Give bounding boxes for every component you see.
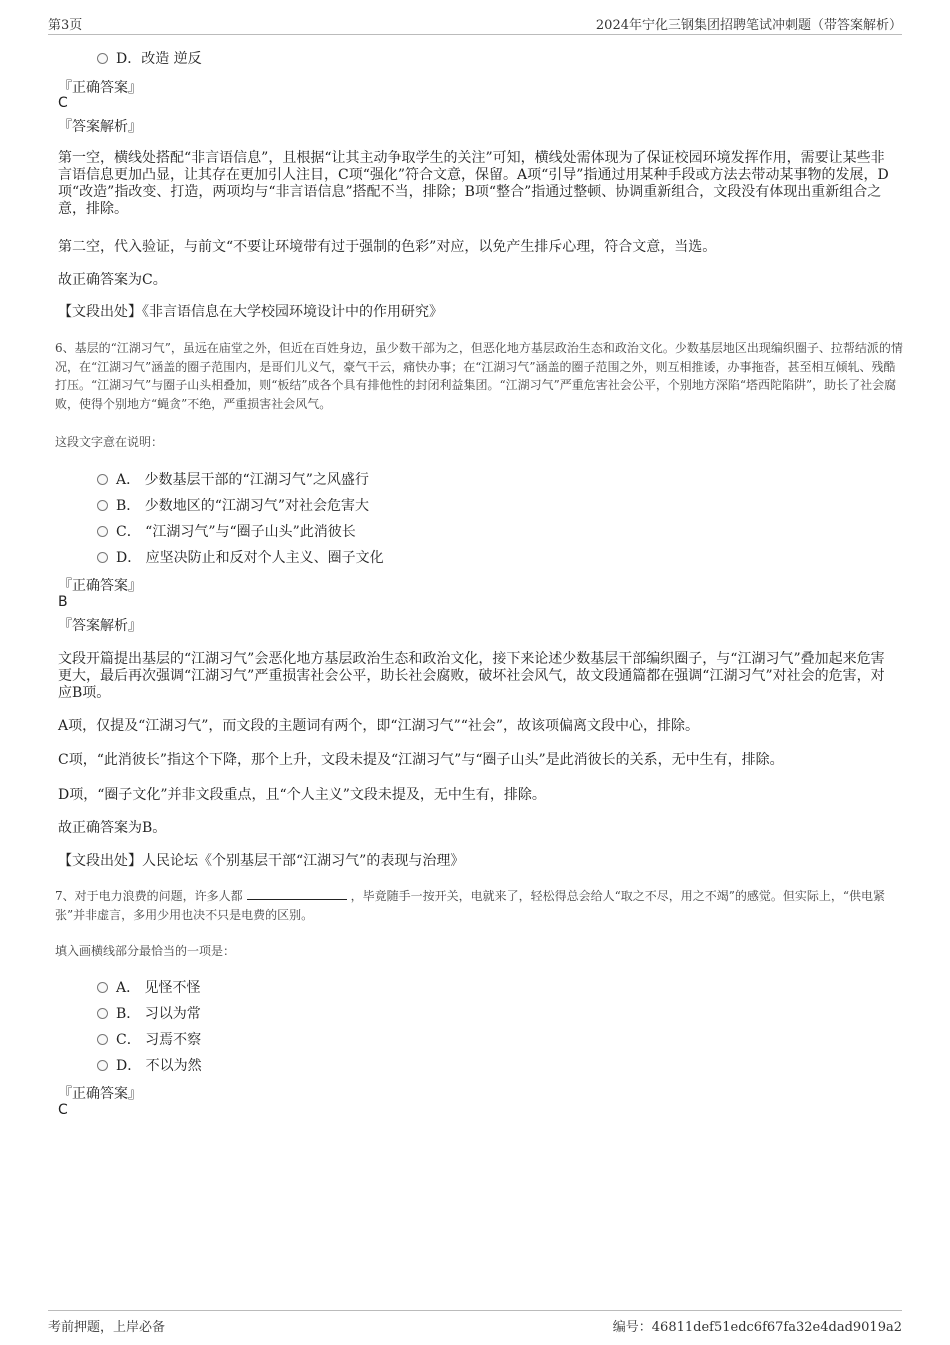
source-citation: 【文段出处】人民论坛《个别基层干部“江湖习气”的表现与治理》 — [58, 853, 465, 869]
q7-option-c[interactable]: C． 习焉不察 — [97, 1029, 201, 1049]
analysis-label: 『答案解析』 — [58, 119, 142, 135]
answer-label: 『正确答案』 — [58, 578, 142, 594]
page-header — [48, 14, 902, 35]
analysis-label: 『答案解析』 — [58, 618, 142, 634]
analysis-paragraph: 故正确答案为C。 — [58, 272, 167, 288]
q6-option-d[interactable]: D． 应坚决防止和反对个人主义、圈子文化 — [97, 547, 384, 567]
answer-value: B — [58, 594, 68, 610]
radio-icon[interactable] — [97, 500, 108, 511]
prev-option-d[interactable]: D．改造 逆反 — [97, 48, 202, 68]
answer-value: C — [58, 95, 68, 111]
q6-option-b[interactable]: B． 少数地区的“江湖习气”对社会危害大 — [97, 495, 369, 515]
analysis-paragraph: 第一空，横线处搭配“非言语信息”，且根据“让其主动争取学生的关注”可知，横线处需体现为了保证校园环境发挥作用，需要让某些非言语信息更加凸显，让其存在更加引人注目，C项“强化”符合文意，保留。A项“引导”指通过用某种手段或方法去带动某事物的发展，D项“改造”指改变、打造，两项均与“非言语信息”搭配不当，排除；B项“整合”指通过整顿、协调重新组合，文段没有体现出重新组合之意，排除。 — [58, 150, 889, 217]
question-7-prompt: 填入画横线部分最恰当的一项是： — [55, 944, 236, 958]
fill-blank — [247, 888, 347, 900]
radio-icon[interactable] — [97, 1008, 108, 1019]
footer-slogan: 考前押题，上岸必备 — [48, 1320, 166, 1335]
analysis-paragraph: 第二空，代入验证，与前文“不要让环境带有过于强制的色彩”对应，以免产生排斥心理，符合文意，当选。 — [58, 239, 717, 255]
q7-option-b[interactable]: B． 习以为常 — [97, 1003, 201, 1023]
question-6-prompt: 这段文字意在说明： — [55, 435, 164, 449]
analysis-paragraph: A项，仅提及“江湖习气”，而文段的主题词有两个，即“江湖习气”“社会”，故该项偏离文段中心，排除。 — [58, 718, 700, 734]
q6-option-a[interactable]: A． 少数基层干部的“江湖习气”之风盛行 — [97, 469, 369, 489]
analysis-paragraph: D项，“圈子文化”并非文段重点，且“个人主义”文段未提及，无中生有，排除。 — [58, 787, 546, 803]
radio-icon[interactable] — [97, 1060, 108, 1071]
radio-icon[interactable] — [97, 474, 108, 485]
answer-label: 『正确答案』 — [58, 1086, 142, 1102]
source-citation: 【文段出处】《非言语信息在大学校园环境设计中的作用研究》 — [58, 304, 443, 320]
analysis-paragraph: 故正确答案为B。 — [58, 820, 167, 836]
q7-option-a[interactable]: A． 见怪不怪 — [97, 977, 201, 997]
radio-icon[interactable] — [97, 526, 108, 537]
answer-label: 『正确答案』 — [58, 80, 142, 96]
analysis-paragraph: 文段开篇提出基层的“江湖习气”会恶化地方基层政治生态和政治文化，接下来论述少数基层干部编织圈子，与“江湖习气”叠加起来危害更大，最后再次强调“江湖习气”严重损害社会公平，助长社会腐败，破坏社会风气，故文段通篇都在强调“江湖习气”对社会的危害，对应B项。 — [58, 651, 885, 701]
answer-value: C — [58, 1102, 68, 1118]
radio-icon[interactable] — [97, 982, 108, 993]
q7-option-d[interactable]: D． 不以为然 — [97, 1055, 202, 1075]
question-6-text: 6、基层的“江湖习气”，虽远在庙堂之外，但近在百姓身边，虽少数干部为之，但恶化地方基层政治生态和政治文化。少数基层地区出现编织圈子、拉帮结派的情况，在“江湖习气”涵盖的圈子范围内，是哥们儿义气，豪气干云，痛快办事；在“江湖习气”涵盖的圈子范围之外，则互相推诿，办事拖沓，甚至相互倾轧、残酷打压。“江湖习气”与圈子山头相叠加，则“板结”成各个具有排他性的封闭利益集团。“江湖习气”严重危害社会公平，个别地方深陷“塔西陀陷阱”，助长了社会腐败，使得个别地方“蝇贪”不绝，严重损害社会风气。 — [55, 341, 903, 411]
document-id: 编号：46811def51edc6f67fa32e4dad9019a2 — [612, 1320, 902, 1335]
page-number: 第3页 — [48, 18, 83, 33]
page-footer — [48, 1310, 902, 1336]
question-7-text: 7、对于电力浪费的问题，许多人都 ，毕竟随手一按开关，电就来了，轻松得总会给人“取之不尽，用之不竭”的感觉。但实际上，“供电紧张”并非虚言，多用少用也决不只是电费的区别。 — [55, 889, 886, 922]
analysis-paragraph: C项，“此消彼长”指这个下降，那个上升，文段未提及“江湖习气”与“圈子山头”是此消彼长的关系，无中生有，排除。 — [58, 752, 784, 768]
radio-icon[interactable] — [97, 1034, 108, 1045]
document-title: 2024年宁化三钢集团招聘笔试冲刺题（带答案解析） — [595, 18, 902, 33]
radio-icon[interactable] — [97, 53, 108, 64]
radio-icon[interactable] — [97, 552, 108, 563]
q6-option-c[interactable]: C． “江湖习气”与“圈子山头”此消彼长 — [97, 521, 356, 541]
